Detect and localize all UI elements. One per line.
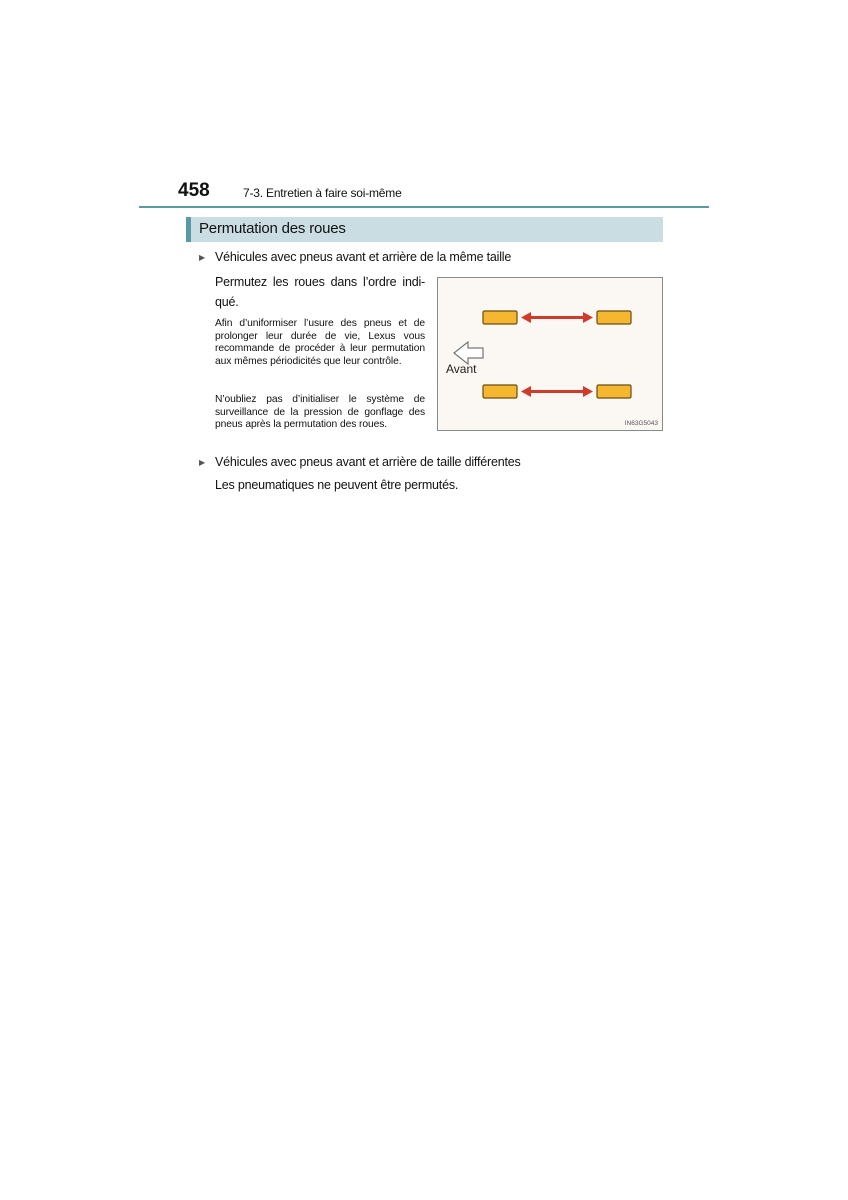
rotation-diagram (438, 278, 664, 432)
swap-arrow-head (583, 386, 593, 397)
figure-code: IN63G5043 (624, 420, 658, 427)
bullet-different-size (199, 455, 521, 469)
tire-front-right (483, 385, 517, 398)
bullet-label: Véhicules avec pneus avant et arrière de la même taille (215, 250, 512, 264)
note-paragraph-1: Afin d’uniformiser l’usure des pneus et de prolonger leur durée de vie, Lexus vous recommande de procéder à leur permutation aux mêmes périodicités que leur contrôle. (215, 318, 425, 367)
front-direction-arrow-icon (454, 342, 483, 364)
bullet-triangle-icon: ▶ (199, 458, 205, 467)
swap-arrow-head (521, 312, 531, 323)
tire-rear-right (597, 385, 631, 398)
section-title: Permutation des roues (199, 220, 346, 237)
intro-paragraph: Permutez les roues dans l’ordre indi-qué. (215, 275, 425, 309)
swap-arrow-head (521, 386, 531, 397)
page-number: 458 (178, 180, 210, 201)
bullet-label: Véhicules avec pneus avant et arrière de taille différentes (215, 455, 521, 469)
bullet-same-size (199, 250, 512, 264)
bullet-triangle-icon: ▶ (199, 253, 205, 262)
closing-paragraph: Les pneumatiques ne peuvent être permutés. (215, 478, 459, 492)
header-rule (139, 206, 709, 208)
rotation-figure (437, 277, 663, 431)
tire-front-left (483, 311, 517, 324)
tire-rear-left (597, 311, 631, 324)
chapter-title: 7-3. Entretien à faire soi-même (243, 186, 402, 200)
note-paragraph-2: N’oubliez pas d’initialiser le système de surveillance de la pression de gonflage des pneus après la permutation des roues. (215, 394, 425, 431)
section-header (186, 217, 663, 242)
swap-arrow-head (583, 312, 593, 323)
front-label: Avant (446, 362, 477, 376)
